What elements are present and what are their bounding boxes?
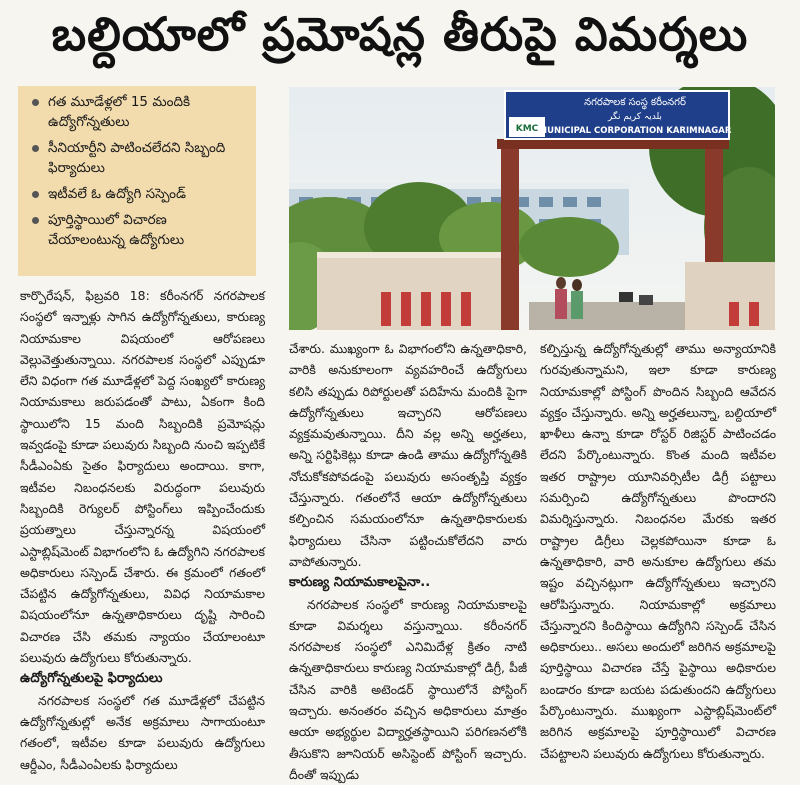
article-column-3 <box>540 338 776 764</box>
bullet-icon <box>32 99 39 106</box>
sign-urdu: بلدیہ کریم نگر <box>608 112 662 122</box>
municipal-building-photo <box>289 87 775 330</box>
article-paragraph: నగరపాలక సంస్థలో కారుణ్య నియామకాలపై కూడా విమర్శలు వస్తున్నాయి. కరీంనగర్‌ నగరపాలక సంస్థలో ఎనిమిదేళ్ల క్రితం నాటి ఉన్నతాధికారులు కారుణ్య నియామకాల్లో డిగ్రీ, పీజీ చేసిన వారికి అటెండర్‌ స్థాయిలోనే పోస్టింగ్‌ ఇచ్చారు. అనంతరం వచ్చిన అధికారులు మాత్రం ఆయా అభ్యర్థుల విద్యార్హతస్థాయిని పరిగణనలోకి తీసుకొని జూనియర్‌ అసిస్టెంట్‌ పోస్టింగ్‌ ఇచ్చారు. దీంతో ఇప్పుడు <box>289 596 527 782</box>
highlights-box <box>18 86 256 276</box>
article-paragraph: కల్పిస్తున్న ఉద్యోగోన్నతుల్లో తాము అన్యాయానికి గురవుతున్నామని, ఇలా కూడా కారుణ్య నియామకాల్లో పోస్టింగ్‌ పొందిన సిబ్బంది ఆవేదన వ్యక్తం చేస్తున్నారు. అన్ని అర్హతలున్నా, బల్దియాలో ఖాళీలు ఉన్నా కూడా రోస్టర్‌ రిజిస్టర్‌ పాటించడం లేదని పేర్కొంటున్నారు. కొంత మంది ఇటీవల ఇతర రాష్ట్రాల యూనివర్సిటీల డిగ్రీ పట్టాలు సమర్పించి ఉద్యోగోన్నతులు పొందారని విమర్శిస్తున్నారు. నిబంధనల మేరకు ఇతర రాష్ట్రాల డిగ్రీలు చెల్లకపోయినా కూడా ఓ ఉన్నతాధికారి, వారి అనుకూల ఉద్యోగులు తమ ఇష్టం వచ్చినట్లుగా ఉద్యోగోన్నతులు ఇచ్చారని ఆరోపిస్తున్నారు. నియామకాల్లో అక్రమాలు చేస్తున్నారని కిందిస్థాయి ఉద్యోగిని సస్పెండ్‌ చేసిన అధికారులు.. అసలు అందులో జరిగిన అక్రమాలపై పూర్తిస్థాయి విచారణ చేస్తే పైస్థాయి అధికారుల బండారం కూడా బయట పడుతుందని ఉద్యోగులు పేర్కొంటున్నారు. ముఖ్యంగా ఎస్టాబ్లిష్‌మెంట్‌లో జరిగిన అక్రమాలపై పూర్తిస్థాయిలో విచారణ చేపట్టాలని పలువురు ఉద్యోగులు కోరుతున్నారు. <box>540 341 776 761</box>
sign-english: MUNICIPAL CORPORATION KARIMNAGAR <box>538 126 732 136</box>
logo-text: KMC <box>515 124 539 134</box>
subheading: కారుణ్య నియామకాలపైనా.. <box>289 575 431 591</box>
article-paragraph: చేశారు. ముఖ్యంగా ఓ విభాగంలోని ఉన్నతాధికారి, వారికి అనుకూలంగా వ్యవహరించే ఉద్యోగులు కలిసి తప్పుడు రిపోర్టులతో పదిహేను మందికి పైగా ఉద్యోగోన్నతులు ఇచ్చారని ఆరోపణలు వ్యక్తమవుతున్నాయి. దీని వల్ల అన్ని అర్హతలు, అన్ని సర్టిఫికెట్లు కూడా ఉండి తాము ఉద్యోగోన్నతికి నోచుకోకపోవడంపై పలువురు అసంతృప్తి వ్యక్తం చేస్తున్నారు. గతంలోనే ఆయా ఉద్యోగోన్నతులు కల్పించిన సమయంలోనూ ఉన్నతాధికారులకు ఫిర్యాదులు చేసినా పట్టించుకోలేదని వారు వాపోతున్నారు. <box>289 341 527 569</box>
bullet-icon <box>32 145 39 152</box>
article-column-2 <box>289 338 527 785</box>
headline: బల్దియాలో ప్రమోషన్ల తీరుపై విమర్శలు <box>51 7 749 61</box>
bullet-icon <box>32 217 39 224</box>
article-column-1 <box>20 285 265 775</box>
highlight-item: ఇటీవలే ఓ ఉద్యోగి సస్పెండ్ <box>28 184 248 204</box>
subheading: ఉద్యోగోన్నతులపై ఫిర్యాదులు <box>20 671 163 687</box>
highlight-item: పూర్తిస్థాయిలో విచారణ చేయాలంటున్న ఉద్యోగులు <box>28 210 248 250</box>
article-paragraph: కార్పొరేషన్‌, ఫిబ్రవరి 18: కరీంనగర్‌ నగరపాలక సంస్థలో ఇన్నాళ్లు సాగిన ఉద్యోగోన్నతులు, కారుణ్య నియామకాల విషయంలో ఆరోపణలు వెల్లువెత్తుతున్నాయి. నగరపాలక సంస్థలో ఎప్పుడూ లేని విధంగా గత మూడేళ్లలో పెద్ద సంఖ్యలో కారుణ్య నియామకాలు జరుపడంతో పాటు, ఏకంగా కింది స్థాయిలోని 15 మంది సిబ్బందికి ప్రమోషన్లు ఇవ్వడంపై కూడా పలువురు సిబ్బంది నుంచి ఇప్పటికే సీడీఎంఏకు సైతం ఫిర్యాదులు అందాయి. కాగా, ఇటీవల నిబంధనలకు విరుద్ధంగా పలువురు సిబ్బందికి రెగ్యులర్‌ పోస్టింగ్‌లు ఇప్పించేందుకు ప్రయత్నాలు చేస్తున్నారన్న విషయంలో ఎస్టాబ్లిష్‌మెంట్‌ విభాగంలోని ఓ ఉద్యోగిని నగరపాలక అధికారులు సస్పెండ్‌ చేశారు. ఈ క్రమంలో గతంలో చేపట్టిన ఉద్యోగోన్నతులు, వివిధ నియామకాల విషయంలోనూ ఉన్నతాధికారులు దృష్టి సారించి విచారణ చేసి తమకు న్యాయం చేయాలంటూ పలువురు ఉద్యోగులు కోరుతున్నారు. <box>20 288 265 666</box>
highlight-item: గత మూడేళ్లలో 15 మందికి ఉద్యోగోన్నతులు <box>28 92 248 132</box>
highlight-item: సీనియార్టీని పాటించలేదని సిబ్బంది ఫిర్యాదులు <box>28 138 248 178</box>
article-paragraph: నగరపాలక సంస్థలో గత మూడేళ్లలో చేపట్టిన ఉద్యోగోన్నతుల్లో అనేక అక్రమాలు సాగాయంటూ గతంలో, ఇటీవల కూడా పలువురు ఉద్యోగులు ఆర్డీఎం, సీడీఎంఏలకు ఫిర్యాదులు <box>20 692 265 772</box>
sign-telugu: నగరపాలక సంస్థ కరీంనగర్ <box>584 97 686 108</box>
bullet-icon <box>32 191 39 198</box>
